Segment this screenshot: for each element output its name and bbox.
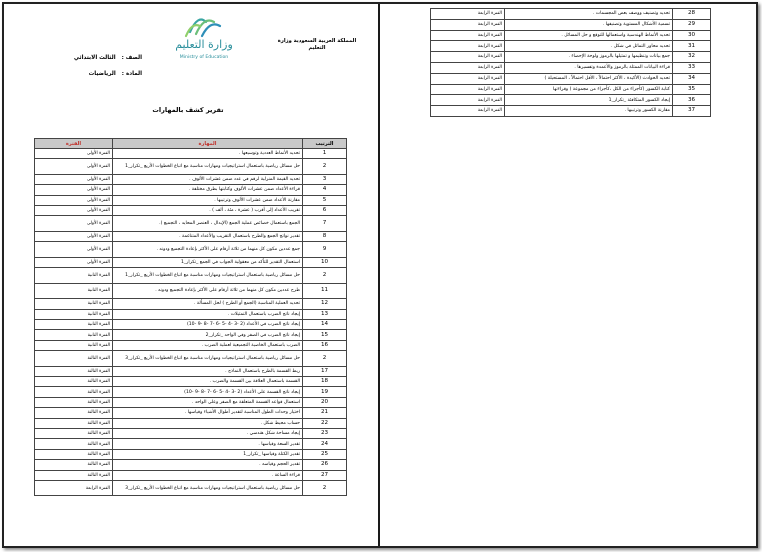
row-period: الفترة الرابعة [431, 95, 505, 106]
row-number: 36 [673, 95, 711, 106]
row-skill: قراءة الساعة . [113, 470, 303, 480]
row-number: 25 [303, 449, 347, 459]
row-number: 22 [303, 418, 347, 428]
table-row [35, 149, 347, 159]
row-period: الفترة الرابعة [35, 480, 113, 496]
row-skill: إيجاد مساحة شكل هندسي . [113, 429, 303, 439]
row-period: الفترة الرابعة [431, 106, 505, 117]
row-skill: طرح عددين مكون كل منهما من ثلاثة أرقام على الأكثر بإعادة التجميع ودونه . [113, 283, 303, 299]
row-number: 30 [673, 30, 711, 41]
skills-table-left [34, 138, 347, 496]
row-period: الفترة الثانية [35, 268, 113, 284]
table-row [35, 439, 347, 449]
row-skill: الضرب باستعمال الخاصية التجميعية لعملية الضرب . [113, 340, 303, 350]
row-number: 13 [303, 309, 347, 319]
table-row [35, 351, 347, 367]
table-row [431, 19, 711, 30]
table-row [35, 330, 347, 340]
skills-table-right [430, 8, 711, 117]
row-skill: استعمال قواعد القسمة المتعلقة مع الصفر وعلى الواحد . [113, 397, 303, 407]
row-period: الفترة الأولى [35, 257, 113, 267]
row-skill: قراءة الأعداد ضمن عشرات الألوف وكتابتها بطرق مختلفة . [113, 185, 303, 195]
row-number: 3 [303, 174, 347, 184]
table-row [431, 84, 711, 95]
row-skill: كتابة الكسور (كأجزاء من الكل ،كأجزاء من مجموعة ) وقراءتها [505, 84, 673, 95]
row-number: 4 [303, 185, 347, 195]
row-number: 17 [303, 366, 347, 376]
row-period: الفترة الثالثة [35, 397, 113, 407]
row-number: 27 [303, 470, 347, 480]
table-row [35, 268, 347, 284]
table-row [431, 95, 711, 106]
table-row [35, 408, 347, 418]
row-number: 12 [303, 299, 347, 309]
table-row [431, 30, 711, 41]
row-skill: جمع عددين مكون كل منهما من ثلاثة أرقام على الأكثر بإعادة التجميع ودونه . [113, 242, 303, 258]
row-skill: حل مسائل رياضية باستعمال استراتيجيات ومهارات مناسبة مع اتباع الخطوات الأربع _تكرار_3 [113, 351, 303, 367]
table-row [35, 480, 347, 496]
row-skill: جمع بيانات وتنظيمها و تمثيلها بالرموز ولوحة الإحصاء . [505, 52, 673, 63]
row-skill: إيجاد ناتج القسمة على الأعداد (2 -3 -4 -5 -6 -7 -8 -9 -10) [113, 387, 303, 397]
row-skill: إيجاد ناتج الضرب في الأعداد (2 -3 -4 -5 -6 -7 -8 -9 -10) [113, 320, 303, 330]
row-skill: تحديد الأنماط الهندسية واستعمالها للتوقع و حل المسائل . [505, 30, 673, 41]
row-number: 20 [303, 397, 347, 407]
row-number: 21 [303, 408, 347, 418]
row-skill: القسمة باستعمال العلاقة بين القسمة والضرب . [113, 377, 303, 387]
row-number: 2 [303, 268, 347, 284]
row-skill: حساب محيط شكل . [113, 418, 303, 428]
row-period: الفترة الأولى [35, 149, 113, 159]
row-skill: إيجاد ناتج الضرب باستعمال التمثيلات . [113, 309, 303, 319]
row-period: الفترة الثانية [35, 340, 113, 350]
row-period: الفترة الأولى [35, 185, 113, 195]
column-header-number: الترتيب [303, 139, 347, 149]
left-page [8, 8, 370, 542]
table-row [35, 397, 347, 407]
row-period: الفترة الرابعة [431, 84, 505, 95]
table-row [35, 216, 347, 232]
table-row [35, 257, 347, 267]
row-number: 33 [673, 62, 711, 73]
table-row [35, 429, 347, 439]
table-row [35, 185, 347, 195]
table-row [35, 366, 347, 376]
column-header-skill: المهارة [113, 139, 303, 149]
row-period: الفترة الأولى [35, 216, 113, 232]
row-number: 34 [673, 73, 711, 84]
table-row [35, 470, 347, 480]
row-period: الفترة الثالثة [35, 408, 113, 418]
table-row [35, 159, 347, 175]
row-period: الفترة الثالثة [35, 449, 113, 459]
row-period: الفترة الرابعة [431, 30, 505, 41]
row-skill: مقارنة الأعداد ضمن عشرات الألوف وترتيبها . [113, 195, 303, 205]
row-number: 19 [303, 387, 347, 397]
table-row [35, 283, 347, 299]
column-header-period: الفترة [35, 139, 113, 149]
table-row [431, 9, 711, 20]
row-period: الفترة الرابعة [431, 9, 505, 20]
grade-row [32, 50, 142, 66]
table-row [431, 62, 711, 73]
row-number: 35 [673, 84, 711, 95]
table-row [431, 52, 711, 63]
row-number: 1 [303, 149, 347, 159]
table-row [35, 377, 347, 387]
row-period: الفترة الثالثة [35, 387, 113, 397]
grade-value: الثالث الابتدائي [73, 55, 116, 61]
table-row [35, 460, 347, 470]
row-skill: تسمية الأشكال المستوية وتصنيفها . [505, 19, 673, 30]
ministry-heading: المملكة العربية السعودية وزارة التعليم [277, 38, 357, 51]
row-period: الفترة الثالثة [35, 418, 113, 428]
subject-row [32, 66, 142, 82]
row-skill: إيجاد ناتج الضرب في الصفر وفي الواحد _تكرار_2 [113, 330, 303, 340]
row-skill: مقارنة الكسور وترتيبها . [505, 106, 673, 117]
row-number: 15 [303, 330, 347, 340]
row-period: الفترة الثالثة [35, 470, 113, 480]
ministry-logo [158, 12, 250, 64]
row-period: الفترة الأولى [35, 231, 113, 241]
grade-label: الصف : [121, 55, 142, 61]
table-row [35, 387, 347, 397]
row-period: الفترة الثالثة [35, 460, 113, 470]
row-number: 31 [673, 41, 711, 52]
row-skill: حل مسائل رياضية باستعمال استراتيجيات ومهارات مناسبة مع اتباع الخطوات الأربع _تكرار_3 [113, 480, 303, 496]
row-number: 24 [303, 439, 347, 449]
row-skill: تقدير نواتج الجمع والطرح باستعمال التقريب والأعداد المتناغمة . [113, 231, 303, 241]
row-period: الفترة الأولى [35, 206, 113, 216]
row-period: الفترة الأولى [35, 242, 113, 258]
row-period: الفترة الثانية [35, 330, 113, 340]
table-row [35, 206, 347, 216]
table-row [35, 242, 347, 258]
row-number: 37 [673, 106, 711, 117]
row-number: 9 [303, 242, 347, 258]
logo-arabic-text: وزارة التعليم [175, 38, 233, 51]
row-skill: ربط القسمة بالطرح باستعمال النماذج . [113, 366, 303, 376]
row-skill: تحديد الحوادث (الأكيدة ، الأكثر احتمالاً ، الأقل احتمالاً ، المستحيلة ) [505, 73, 673, 84]
row-skill: حل مسائل رياضية باستعمال استراتيجيات ومهارات مناسبة مع اتباع الخطوات الأربع _تكرار_1 [113, 268, 303, 284]
table-row [35, 320, 347, 330]
row-number: 16 [303, 340, 347, 350]
ministry-logo-icon [158, 12, 250, 64]
row-skill: تقدير السعة وقياسها . [113, 439, 303, 449]
row-number: 8 [303, 231, 347, 241]
subject-value: الرياضيات [88, 71, 116, 77]
row-skill: تحديد محاور التماثل في شكل . [505, 41, 673, 52]
table-row [431, 73, 711, 84]
row-number: 7 [303, 216, 347, 232]
row-number: 10 [303, 257, 347, 267]
table-row [35, 174, 347, 184]
table-header-row [35, 139, 347, 149]
row-skill: تقدير الكتلة وقياسها _تكرار_1 [113, 449, 303, 459]
row-period: الفترة الثالثة [35, 366, 113, 376]
row-period: الفترة الأولى [35, 159, 113, 175]
skills-table-right-body [431, 9, 711, 117]
subject-label: المادة : [121, 71, 142, 77]
row-skill: تحديد القيمة المنزلية لرقم في عدد ضمن عشرات الألوف . [113, 174, 303, 184]
table-row [35, 231, 347, 241]
logo-english-text: Ministry of Education [179, 55, 229, 60]
row-number: 2 [303, 159, 347, 175]
report-title: تقرير كشف بالمهارات [152, 106, 224, 114]
skills-table-left-body [35, 149, 347, 496]
table-row [35, 309, 347, 319]
row-period: الفترة الرابعة [431, 52, 505, 63]
row-skill: تقدير الحجم وقياسه . [113, 460, 303, 470]
row-period: الفترة الرابعة [431, 41, 505, 52]
row-number: 18 [303, 377, 347, 387]
row-period: الفترة الأولى [35, 195, 113, 205]
row-skill: تحديد وتصنيف ووصف بعض المجسمات . [505, 9, 673, 20]
table-row [431, 106, 711, 117]
row-number: 2 [303, 480, 347, 496]
table-row [35, 340, 347, 350]
row-number: 28 [673, 9, 711, 20]
row-skill: قراءة البيانات الممثلة بالرموز والأعمدة وتفسيرها . [505, 62, 673, 73]
row-period: الفترة الرابعة [431, 62, 505, 73]
page-divider [378, 4, 380, 546]
row-skill: اختيار وحدات الطول المناسبة لتقدير أطوال الأشياء وقياسها . [113, 408, 303, 418]
row-number: 32 [673, 52, 711, 63]
row-period: الفترة الرابعة [431, 73, 505, 84]
row-period: الفترة الثالثة [35, 439, 113, 449]
row-period: الفترة الثالثة [35, 351, 113, 367]
row-skill: الجمع باستعمال خصائص عملية الجمع (الإبدال ، العنصر المحايد ، التجميع ). [113, 216, 303, 232]
row-number: 29 [673, 19, 711, 30]
row-number: 2 [303, 351, 347, 367]
class-info [32, 50, 142, 82]
row-period: الفترة الثانية [35, 320, 113, 330]
row-skill: تحديد العملية المناسبة (الجمع أو الطرح ) لحل المسألة . [113, 299, 303, 309]
row-period: الفترة الثانية [35, 283, 113, 299]
table-row [35, 195, 347, 205]
row-number: 6 [303, 206, 347, 216]
row-number: 14 [303, 320, 347, 330]
row-period: الفترة الثانية [35, 299, 113, 309]
row-skill: تقريب الأعداد إلى أقرب ( عشرة ، مئة ، ألف ) . [113, 206, 303, 216]
row-period: الفترة الثانية [35, 309, 113, 319]
row-number: 23 [303, 429, 347, 439]
row-period: الفترة الثالثة [35, 429, 113, 439]
table-row [35, 449, 347, 459]
row-skill: تحديد الأنماط العددية وتوسيعها . [113, 149, 303, 159]
right-page [386, 8, 754, 542]
row-number: 26 [303, 460, 347, 470]
table-row [35, 299, 347, 309]
row-skill: إيجاد الكسور المتكافئة _تكرار_1 [505, 95, 673, 106]
row-period: الفترة الأولى [35, 174, 113, 184]
row-skill: استعمال التقدير للتأكد من معقولية الجواب في الجمع _تكرار_1 [113, 257, 303, 267]
table-row [431, 41, 711, 52]
row-number: 11 [303, 283, 347, 299]
table-row [35, 418, 347, 428]
row-number: 5 [303, 195, 347, 205]
row-period: الفترة الرابعة [431, 19, 505, 30]
row-period: الفترة الثالثة [35, 377, 113, 387]
row-skill: حل مسائل رياضية باستعمال استراتيجيات ومهارات مناسبة مع اتباع الخطوات الأربع _تكرار_1 [113, 159, 303, 175]
